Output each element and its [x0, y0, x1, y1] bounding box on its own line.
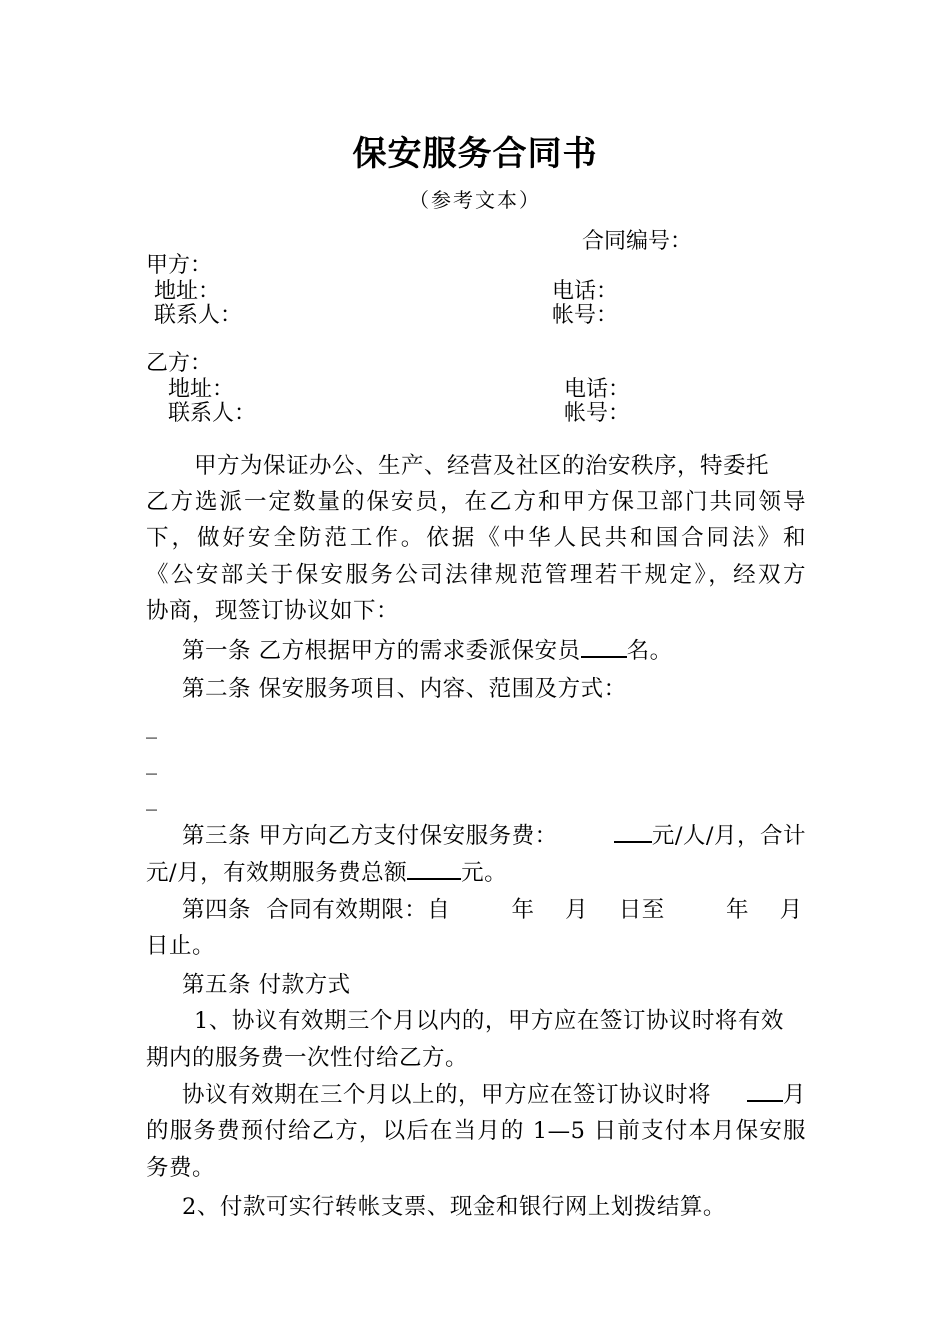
article-3-line2 — [146, 855, 507, 887]
article-5-unit: 月 — [782, 1082, 806, 1108]
article-5-heading: 第五条 付款方式 — [182, 972, 351, 998]
article-5-paragraph-1: 1、协议有效期三个月以内的，甲方应在签订协议时将有效 — [194, 1008, 784, 1034]
total-fee-blank — [407, 860, 461, 880]
party-b-account-label: 帐号： — [564, 401, 631, 426]
article-1 — [182, 633, 673, 665]
party-b-label: 乙方： — [146, 351, 213, 376]
preamble-line: 下，做好安全防范工作。依据《中华人民共和国合同法》和 — [146, 525, 806, 551]
preamble-line: 甲方为保证办公、生产、经营及社区的治安秩序，特委托 — [194, 453, 770, 479]
article-5-paragraph-1: 期内的服务费一次性付给乙方。 — [146, 1045, 469, 1071]
preamble-line: 《公安部关于保安服务公司法律规范管理若干规定》，经双方 — [146, 562, 806, 588]
article-4-line1: 第四条 合同有效期限：自 年 月 日至 年 月 — [182, 897, 803, 923]
party-a-label: 甲方： — [146, 253, 213, 278]
blank-line-marker: _ — [146, 786, 157, 811]
party-a-phone-label: 电话： — [552, 279, 619, 304]
article-1-suffix: 名。 — [626, 638, 673, 664]
article-5-paragraph-2: 务费。 — [146, 1155, 216, 1181]
article-3-suffix: 元。 — [461, 860, 508, 886]
article-4-line2: 日止。 — [146, 933, 216, 959]
monthly-fee-blank — [614, 823, 652, 843]
party-b-contact-label: 联系人： — [168, 401, 257, 426]
party-a-address-label: 地址： — [154, 279, 221, 304]
guard-count-blank — [581, 638, 627, 658]
prepay-months-blank — [747, 1082, 783, 1102]
party-a-account-label: 帐号： — [552, 303, 619, 328]
article-5-paragraph-2 — [182, 1077, 806, 1109]
article-3-line1 — [182, 818, 806, 850]
blank-line-marker: _ — [146, 714, 157, 739]
article-1-text: 第一条 乙方根据甲方的需求委派保安员 — [182, 638, 581, 664]
page-subtitle: （参考文本） — [409, 188, 541, 212]
blank-line-marker: _ — [146, 750, 157, 775]
contract-number-label: 合同编号： — [582, 229, 693, 254]
preamble-line: 乙方选派一定数量的保安员，在乙方和甲方保卫部门共同领导 — [146, 489, 806, 515]
preamble-line: 协商，现签订协议如下： — [146, 598, 400, 624]
article-3-text2: 元/月，有效期服务费总额 — [146, 860, 408, 886]
party-a-contact-label: 联系人： — [154, 303, 243, 328]
article-3-text: 第三条 甲方向乙方支付保安服务费： — [182, 823, 558, 849]
article-2: 第二条 保安服务项目、内容、范围及方式： — [182, 676, 627, 702]
party-b-phone-label: 电话： — [564, 377, 631, 402]
article-5-paragraph-3: 2、付款可实行转帐支票、现金和银行网上划拨结算。 — [182, 1194, 726, 1220]
article-5-text: 协议有效期在三个月以上的，甲方应在签订协议时将 — [182, 1082, 712, 1108]
article-5-paragraph-2: 的服务费预付给乙方，以后在当月的 1—5 日前支付本月保安服 — [146, 1118, 806, 1144]
party-b-address-label: 地址： — [168, 377, 235, 402]
article-3-unit: 元/人/月，合计 — [651, 823, 806, 849]
page-title: 保安服务合同书 — [352, 134, 598, 174]
